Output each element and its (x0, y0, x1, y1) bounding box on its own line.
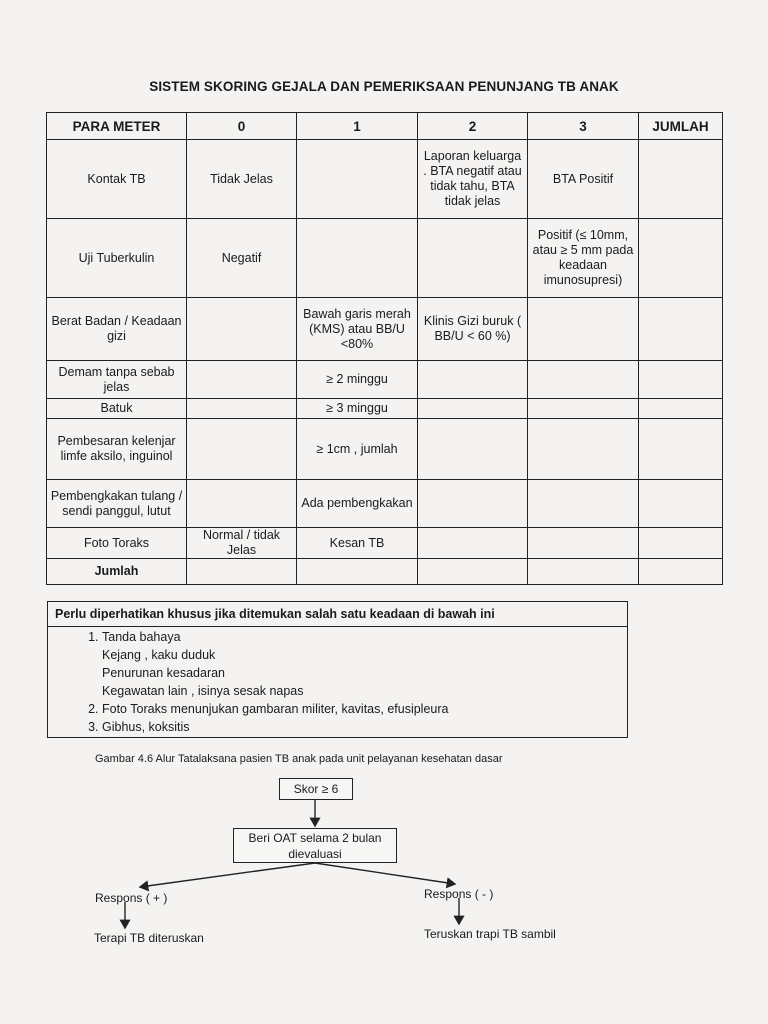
arrow-step-to-right (315, 863, 455, 884)
notice-subitem: Kegawatan lain , isinya sesak napas (102, 684, 304, 698)
cell-score-0: Negatif (187, 219, 297, 298)
cell-score-2: Klinis Gizi buruk ( BB/U < 60 %) (418, 298, 528, 361)
header-score-0: 0 (187, 113, 297, 140)
flow-start-text: Skor ≥ 6 (293, 782, 339, 796)
cell-score-0: Normal / tidak Jelas (187, 528, 297, 559)
header-jumlah: JUMLAH (639, 113, 723, 140)
cell-score-1: Bawah garis merah (KMS) atau BB/U <80% (297, 298, 418, 361)
flow-start-box (279, 778, 353, 800)
cell-score-1: Ada pembengkakan (297, 480, 418, 528)
notice-subitem: Penurunan kesadaran (102, 666, 226, 680)
cell-score-1: Kesan TB (297, 528, 418, 559)
flow-step-line1: Beri OAT selama 2 bulan (248, 831, 382, 845)
figure-caption: Gambar 4.6 Alur Tatalaksana pasien TB anak pada unit pelayanan kesehatan dasar (95, 753, 503, 765)
row-parameter: Pembengkakan tulang / sendi panggul, lutut (47, 480, 187, 528)
cell-score-3: BTA Positif (528, 140, 639, 219)
cell-score-3: Positif (≤ 10mm, atau ≥ 5 mm pada keadaan imunosupresi) (528, 219, 639, 298)
header-parameter: PARA METER (47, 113, 187, 140)
header-score-3: 3 (528, 113, 639, 140)
row-parameter: Foto Toraks (47, 528, 187, 559)
row-parameter: Kontak TB (47, 140, 187, 219)
row-parameter: Demam tanpa sebab jelas (47, 361, 187, 399)
row-parameter: Berat Badan / Keadaan gizi (47, 298, 187, 361)
cell-score-0: Tidak Jelas (187, 140, 297, 219)
notice-item-1: Tanda bahaya (102, 630, 181, 644)
notice-subitem: Kejang , kaku duduk (102, 648, 216, 662)
header-score-1: 1 (297, 113, 418, 140)
arrow-step-to-left (140, 863, 315, 887)
cell-score-2: Laporan keluarga . BTA negatif atau tidak tahu, BTA tidak jelas (418, 140, 528, 219)
flow-left-branch: Respons ( + ) (95, 891, 168, 905)
row-parameter: Batuk (47, 399, 187, 419)
notice-heading: Perlu diperhatikan khusus jika ditemukan salah satu keadaan di bawah ini (48, 602, 627, 627)
cell-score-1: ≥ 3 minggu (297, 399, 418, 419)
header-score-2: 2 (418, 113, 528, 140)
notice-item-2: Foto Toraks menunjukan gambaran militer, kavitas, efusipleura (102, 702, 449, 716)
total-label: Jumlah (47, 559, 187, 585)
cell-score-1: ≥ 1cm , jumlah (297, 419, 418, 480)
flow-left-result: Terapi TB diteruskan (94, 931, 204, 945)
notice-item-3: Gibhus, koksitis (102, 720, 190, 734)
flow-right-result: Teruskan trapi TB sambil (424, 927, 556, 941)
row-parameter: Uji Tuberkulin (47, 219, 187, 298)
flow-step-line2: dievaluasi (288, 847, 342, 861)
page-title: SISTEM SKORING GEJALA DAN PEMERIKSAAN PENUNJANG TB ANAK (149, 79, 619, 94)
flow-right-branch: Respons ( - ) (424, 887, 494, 901)
row-parameter: Pembesaran kelenjar limfe aksilo, inguinol (47, 419, 187, 480)
flow-step-box (233, 828, 397, 863)
cell-score-1: ≥ 2 minggu (297, 361, 418, 399)
